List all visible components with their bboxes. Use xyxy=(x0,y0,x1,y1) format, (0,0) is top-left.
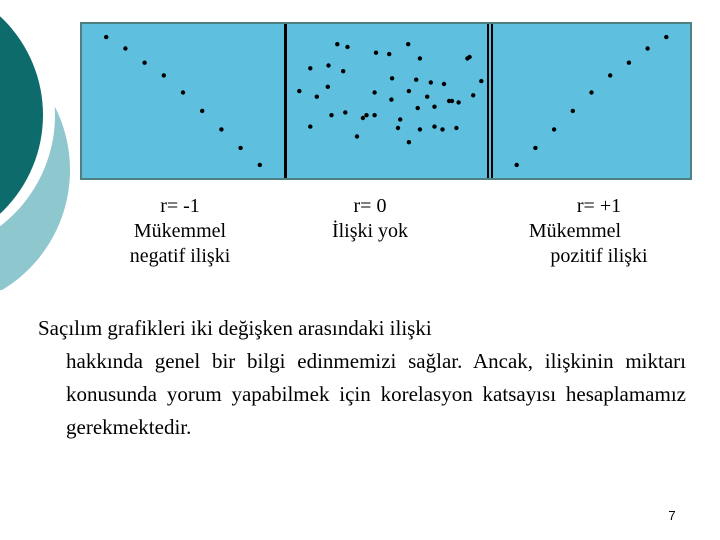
scatter-panel-negative xyxy=(82,24,284,178)
scatter-point-1-32 xyxy=(465,56,469,60)
scatter-point-0-3 xyxy=(162,73,166,77)
caption-positive xyxy=(505,194,675,269)
scatter-point-1-23 xyxy=(355,134,359,138)
scatter-point-1-16 xyxy=(440,127,444,131)
scatter-point-0-8 xyxy=(258,163,262,167)
scatter-point-1-12 xyxy=(414,78,418,82)
caption-zero-line2: İlişki yok xyxy=(331,220,409,242)
scatter-point-2-6 xyxy=(627,61,631,65)
body-paragraph xyxy=(38,312,686,444)
scatter-point-0-7 xyxy=(238,146,242,150)
scatter-point-1-41 xyxy=(432,105,436,109)
decorative-arc xyxy=(0,0,80,290)
scatter-point-1-25 xyxy=(387,52,391,56)
scatter-point-1-24 xyxy=(372,113,376,117)
scatter-point-1-11 xyxy=(407,89,411,93)
caption-positive-line3: pozitif ilişki xyxy=(550,245,648,267)
scatter-point-1-15 xyxy=(432,124,436,128)
scatter-point-1-21 xyxy=(326,85,330,89)
scatter-point-1-35 xyxy=(345,45,349,49)
scatter-point-1-30 xyxy=(442,82,446,86)
page-number: 7 xyxy=(668,508,676,523)
scatter-point-1-27 xyxy=(407,140,411,144)
body-line-1: Saçılım grafikleri iki değişken arasındaki ilişki xyxy=(38,316,432,340)
caption-negative xyxy=(100,194,260,269)
scatter-point-1-28 xyxy=(418,127,422,131)
scatter-point-0-6 xyxy=(219,127,223,131)
scatter-point-2-1 xyxy=(533,146,537,150)
scatter-point-1-0 xyxy=(297,89,301,93)
scatter-point-1-5 xyxy=(335,42,339,46)
scatter-point-1-26 xyxy=(396,126,400,130)
scatter-point-1-37 xyxy=(374,51,378,55)
scatter-point-1-34 xyxy=(479,79,483,83)
scatter-point-2-3 xyxy=(571,109,575,113)
scatter-point-1-2 xyxy=(315,95,319,99)
scatter-point-1-13 xyxy=(416,106,420,110)
scatter-point-1-4 xyxy=(329,113,333,117)
scatter-point-1-31 xyxy=(454,126,458,130)
scatter-point-1-7 xyxy=(361,116,365,120)
scatter-point-1-33 xyxy=(471,93,475,97)
body-line-rest: hakkında genel bir bilgi edinmemizi sağlar. Ancak, ilişkinin miktarı konusunda yorum yapabilmek için korelasyon katsayısı hesaplamamız gerekmektedir. xyxy=(66,349,686,439)
scatter-point-1-6 xyxy=(341,69,345,73)
scatter-point-1-38 xyxy=(390,76,394,80)
scatter-point-1-42 xyxy=(447,99,451,103)
scatter-point-1-36 xyxy=(364,113,368,117)
scatter-point-0-1 xyxy=(123,46,127,50)
caption-negative-line3: negatif ilişki xyxy=(129,245,231,267)
caption-positive-line2: Mükemmel xyxy=(528,220,622,242)
scatter-point-1-18 xyxy=(456,100,460,104)
scatter-point-1-20 xyxy=(308,124,312,128)
scatter-point-0-5 xyxy=(200,109,204,113)
panel-divider-2a xyxy=(487,24,489,178)
caption-negative-line2: Mükemmel xyxy=(133,220,227,242)
scatter-point-2-5 xyxy=(608,73,612,77)
caption-zero xyxy=(295,194,445,244)
scatter-plots-frame xyxy=(80,22,692,180)
caption-positive-r: r= +1 xyxy=(576,195,622,217)
scatter-point-2-4 xyxy=(589,90,593,94)
scatter-panel-zero xyxy=(287,24,487,178)
scatter-point-1-39 xyxy=(406,42,410,46)
scatter-point-1-9 xyxy=(389,97,393,101)
scatter-point-1-40 xyxy=(418,56,422,60)
scatter-point-0-4 xyxy=(181,90,185,94)
scatter-point-1-1 xyxy=(308,66,312,70)
scatter-point-1-22 xyxy=(343,110,347,114)
scatter-point-0-0 xyxy=(104,35,108,39)
scatter-point-2-2 xyxy=(552,127,556,131)
scatter-point-1-3 xyxy=(326,63,330,67)
scatter-point-2-7 xyxy=(645,46,649,50)
scatter-point-0-2 xyxy=(142,61,146,65)
scatter-point-1-8 xyxy=(372,90,376,94)
scatter-point-2-0 xyxy=(515,163,519,167)
caption-negative-r: r= -1 xyxy=(160,195,200,217)
scatter-panel-positive xyxy=(493,24,690,178)
caption-zero-r: r= 0 xyxy=(353,195,387,217)
scatter-point-1-10 xyxy=(398,117,402,121)
scatter-point-2-8 xyxy=(664,35,668,39)
scatter-point-1-29 xyxy=(429,80,433,84)
scatter-point-1-14 xyxy=(425,95,429,99)
